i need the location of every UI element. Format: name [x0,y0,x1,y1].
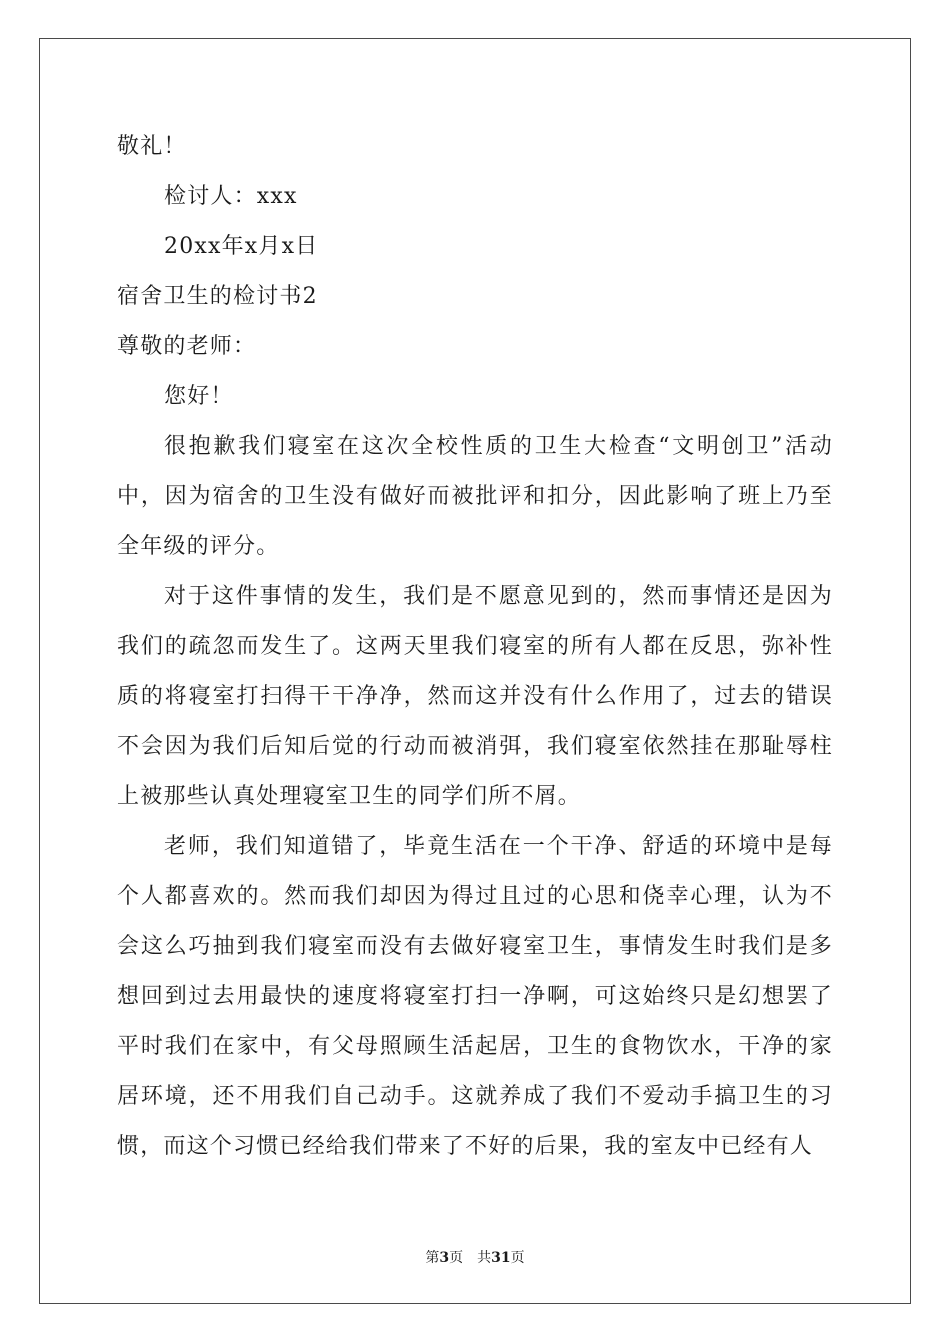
body-paragraph-1: 很抱歉我们寝室在这次全校性质的卫生大检查“文明创卫”活动中，因为宿舍的卫生没有做好而被批评和扣分，因此影响了班上乃至全年级的评分。 [117,434,833,559]
page-suffix: 页 [449,1250,464,1266]
date-line: 20xx年x月x日 [164,234,319,259]
closing-line: 敬礼！ [117,134,187,159]
signature-line: 检讨人：xxx [164,184,298,209]
document-body [117,122,833,1172]
total-prefix: 共 [477,1250,492,1266]
document-heading: 宿舍卫生的检讨书2 [117,284,318,309]
greeting-line: 您好！ [164,384,234,409]
body-paragraph-3: 老师，我们知道错了，毕竟生活在一个干净、舒适的环境中是每个人都喜欢的。然而我们却因为得过且过的心思和侥幸心理，认为不会这么巧抽到我们寝室而没有去做好寝室卫生，事情发生时我们是多想回到过去用最快的速度将寝室打扫一净啊，可这始终只是幻想罢了平时我们在家中，有父母照顾生活起居，卫生的食物饮水，干净的家居环境，还不用我们自己动手。这就养成了我们不爱动手搞卫生的习惯，而这个习惯已经给我们带来了不好的后果，我的室友中已经有人 [117,834,833,1159]
total-suffix: 页 [510,1250,525,1266]
total-pages: 31 [491,1250,511,1266]
page-footer [0,1247,950,1267]
page-prefix: 第 [425,1250,440,1266]
salutation-line: 尊敬的老师： [117,334,257,359]
page-number: 3 [439,1250,450,1266]
body-paragraph-2: 对于这件事情的发生，我们是不愿意见到的，然而事情还是因为我们的疏忽而发生了。这两天里我们寝室的所有人都在反思，弥补性质的将寝室打扫得干干净净，然而这并没有什么作用了，过去的错误不会因为我们后知后觉的行动而被消弭，我们寝室依然挂在那耻辱柱上被那些认真处理寝室卫生的同学们所不屑。 [117,584,833,809]
